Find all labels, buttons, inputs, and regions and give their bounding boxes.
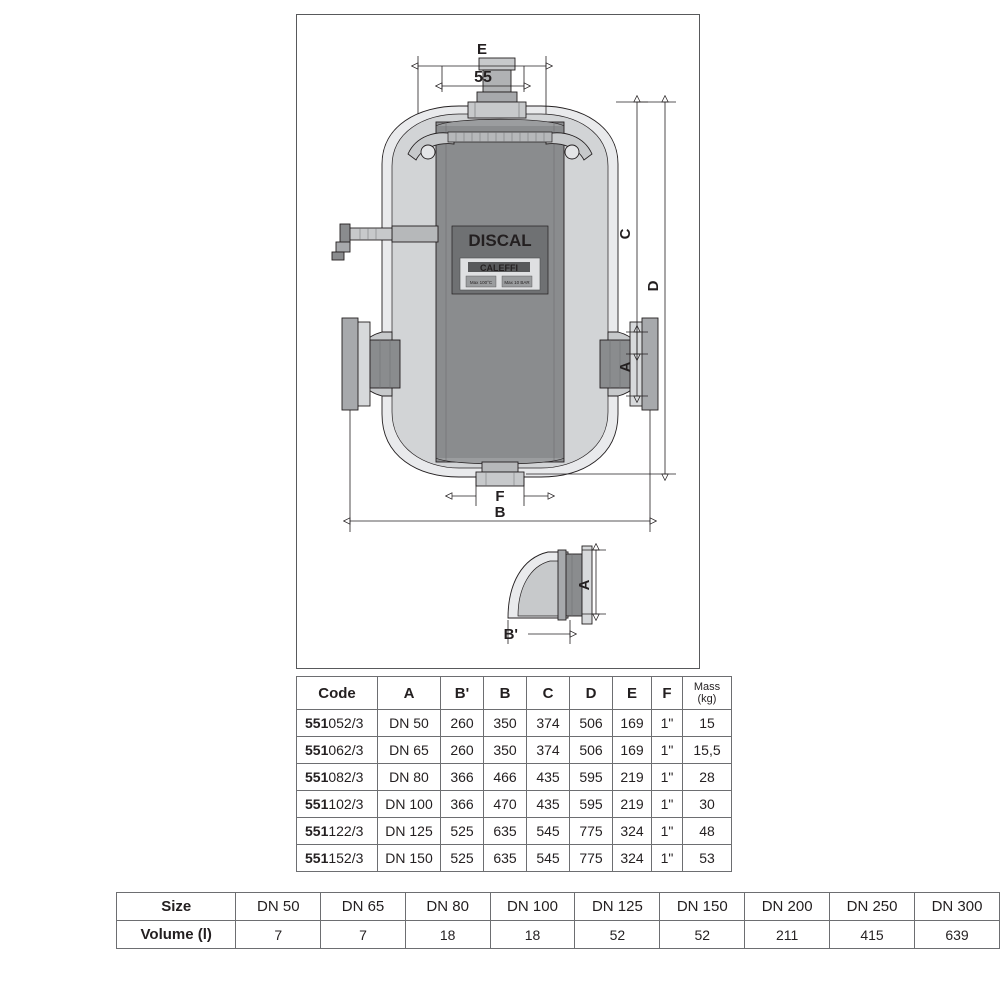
label-b-prime: B' [503, 626, 518, 643]
col-header-a: A [378, 677, 441, 710]
col-header-c: C [527, 677, 570, 710]
size-cell: DN 125 [575, 893, 660, 921]
size-cell: DN 200 [745, 893, 830, 921]
code-suffix: 082/3 [328, 769, 364, 785]
table-row [297, 791, 732, 818]
label-a: A [617, 361, 634, 373]
cell-b-prime: 525 [441, 818, 484, 845]
plate-line-2: Max 10 BAR [504, 280, 530, 285]
cell-f: 1" [652, 737, 683, 764]
cell-b: 350 [484, 737, 527, 764]
label-d: D [645, 280, 662, 292]
code-prefix: 551 [305, 715, 329, 731]
col-header-b: B [484, 677, 527, 710]
volume-cell: 7 [321, 921, 406, 949]
cell-c: 435 [527, 791, 570, 818]
col-header-d: D [570, 677, 613, 710]
table-row [297, 737, 732, 764]
volume-cell: 52 [575, 921, 660, 949]
code-suffix: 052/3 [328, 715, 364, 731]
cell-code [297, 845, 378, 872]
cell-code [297, 818, 378, 845]
volume-cell: 18 [490, 921, 575, 949]
cell-c: 545 [527, 818, 570, 845]
code-table-header-row [297, 677, 732, 710]
code-suffix: 152/3 [328, 850, 364, 866]
volume-cell: 7 [236, 921, 321, 949]
table-row [297, 764, 732, 791]
cell-a: DN 150 [378, 845, 441, 872]
cell-e: 324 [613, 845, 652, 872]
product-brand-top: DISCAL [468, 231, 532, 250]
cell-b-prime: 366 [441, 764, 484, 791]
code-prefix: 551 [305, 769, 329, 785]
mass-header-line1: Mass [693, 681, 721, 693]
cell-c: 545 [527, 845, 570, 872]
code-prefix: 551 [305, 823, 329, 839]
volume-cell: 52 [660, 921, 745, 949]
size-cell: DN 250 [830, 893, 915, 921]
cell-b: 635 [484, 818, 527, 845]
table-row [297, 818, 732, 845]
size-cell: DN 50 [236, 893, 321, 921]
code-table [296, 676, 732, 872]
cell-f: 1" [652, 818, 683, 845]
col-header-mass [683, 677, 732, 710]
code-prefix: 551 [305, 850, 329, 866]
cell-mass: 53 [683, 845, 732, 872]
size-volume-table [116, 892, 1000, 949]
cell-d: 506 [570, 710, 613, 737]
cell-code [297, 764, 378, 791]
cell-c: 435 [527, 764, 570, 791]
cell-b-prime: 366 [441, 791, 484, 818]
cell-b: 466 [484, 764, 527, 791]
cell-f: 1" [652, 845, 683, 872]
code-suffix: 062/3 [328, 742, 364, 758]
cell-e: 169 [613, 710, 652, 737]
cell-d: 775 [570, 818, 613, 845]
label-c: C [617, 228, 634, 240]
cell-a: DN 65 [378, 737, 441, 764]
table-row [297, 845, 732, 872]
cell-e: 219 [613, 764, 652, 791]
cell-d: 595 [570, 791, 613, 818]
cell-d: 595 [570, 764, 613, 791]
cell-a: DN 125 [378, 818, 441, 845]
cell-mass: 28 [683, 764, 732, 791]
size-cell: DN 100 [490, 893, 575, 921]
cell-e: 219 [613, 791, 652, 818]
volume-row-label: Volume (l) [117, 921, 236, 949]
mass-header-line2: (kg) [697, 693, 717, 705]
cell-b-prime: 260 [441, 737, 484, 764]
cell-f: 1" [652, 791, 683, 818]
cell-b: 470 [484, 791, 527, 818]
cell-a: DN 50 [378, 710, 441, 737]
cell-b-prime: 260 [441, 710, 484, 737]
cell-b-prime: 525 [441, 845, 484, 872]
dimension-c [616, 102, 648, 354]
cell-mass: 15 [683, 710, 732, 737]
label-a-detail: A [576, 579, 593, 591]
col-header-e: E [613, 677, 652, 710]
code-table-body [297, 710, 732, 872]
cell-f: 1" [652, 710, 683, 737]
cell-a: DN 100 [378, 791, 441, 818]
label-b: B [494, 504, 506, 521]
cell-code [297, 791, 378, 818]
product-brand: CALEFFI [480, 263, 518, 273]
cell-e: 169 [613, 737, 652, 764]
cell-c: 374 [527, 710, 570, 737]
table-row [297, 710, 732, 737]
cell-d: 775 [570, 845, 613, 872]
bottom-drain [476, 462, 524, 486]
cell-c: 374 [527, 737, 570, 764]
cell-a: DN 80 [378, 764, 441, 791]
label-f: F [495, 488, 505, 505]
cell-b: 350 [484, 710, 527, 737]
cell-b: 635 [484, 845, 527, 872]
code-suffix: 122/3 [328, 823, 364, 839]
size-row [117, 893, 1000, 921]
code-prefix: 551 [305, 796, 329, 812]
volume-cell: 18 [405, 921, 490, 949]
size-row-label: Size [117, 893, 236, 921]
left-flange [342, 318, 400, 410]
cell-e: 324 [613, 818, 652, 845]
cell-mass: 15,5 [683, 737, 732, 764]
cell-mass: 48 [683, 818, 732, 845]
code-prefix: 551 [305, 742, 329, 758]
size-cell: DN 300 [914, 893, 999, 921]
cell-mass: 30 [683, 791, 732, 818]
volume-cell: 639 [914, 921, 999, 949]
size-cell: DN 150 [660, 893, 745, 921]
col-header-code: Code [297, 677, 378, 710]
col-header-f: F [652, 677, 683, 710]
plate-line-1: Max 100°C [469, 280, 493, 285]
col-header-b-prime: B' [441, 677, 484, 710]
size-cell: DN 65 [321, 893, 406, 921]
cell-code [297, 737, 378, 764]
volume-cell: 211 [745, 921, 830, 949]
label-55: 55 [474, 69, 492, 86]
label-e: E [476, 41, 488, 58]
cell-f: 1" [652, 764, 683, 791]
volume-cell: 415 [830, 921, 915, 949]
cell-d: 506 [570, 737, 613, 764]
size-cell: DN 80 [405, 893, 490, 921]
code-suffix: 102/3 [328, 796, 364, 812]
cell-code [297, 710, 378, 737]
technical-drawing [296, 14, 700, 669]
volume-row [117, 921, 1000, 949]
top-vent-assembly [468, 58, 526, 118]
